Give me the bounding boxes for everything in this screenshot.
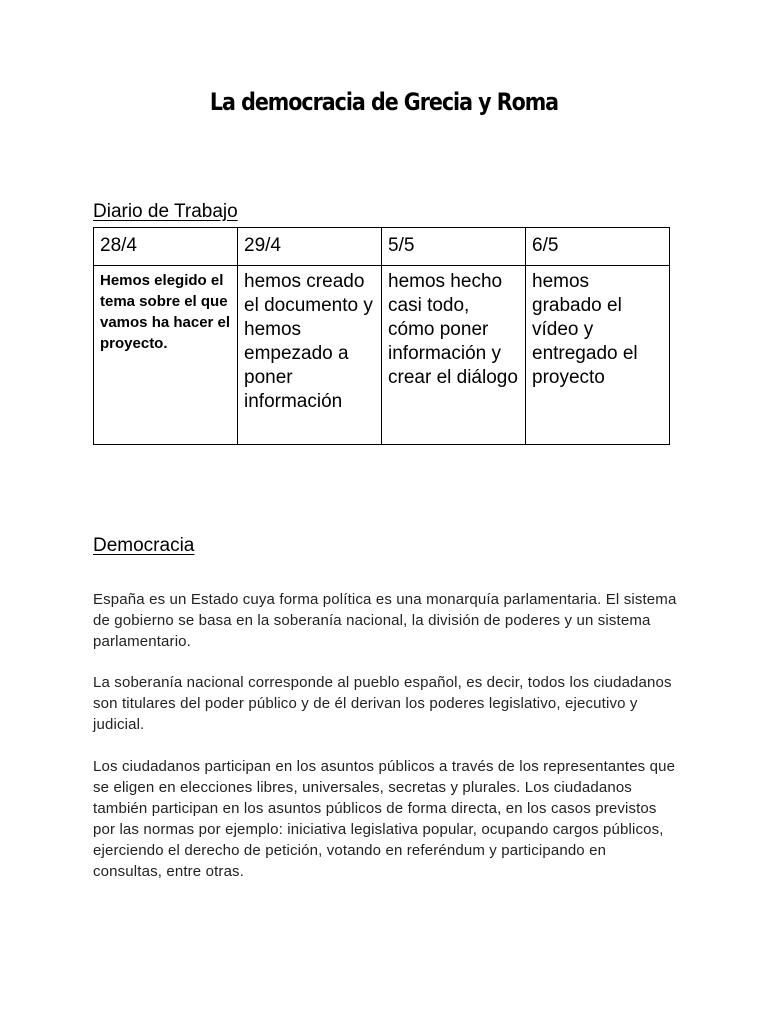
body-paragraph: La soberanía nacional corresponde al pueblo español, es decir, todos los ciudadanos son titulares del poder público y de él derivan los poderes legislativo, ejecutivo y judicial.: [93, 674, 672, 733]
table-header-date: 5/5: [382, 228, 526, 266]
table-cell-entry: Hemos elegido el tema sobre el que vamos ha hacer el proyecto.: [94, 266, 238, 445]
table-header-row: [94, 228, 670, 266]
work-log-heading: Diario de Trabajo: [93, 201, 238, 222]
table-cell-entry: hemos grabado el vídeo y entregado el proyecto: [526, 266, 670, 445]
democracia-heading: Democracia: [93, 535, 195, 556]
body-paragraph: España es un Estado cuya forma política es una monarquía parlamentaria. El sistema de gobierno se basa en la soberanía nacional, la división de poderes y un sistema parlamentario.: [93, 591, 677, 650]
table-cell-entry: hemos hecho casi todo, cómo poner información y crear el diálogo: [382, 266, 526, 445]
table-header-date: 29/4: [238, 228, 382, 266]
table-cell-entry: hemos creado el documento y hemos empezado a poner información: [238, 266, 382, 445]
work-log-table: [93, 227, 670, 445]
table-header-date: 28/4: [94, 228, 238, 266]
body-paragraph: Los ciudadanos participan en los asuntos públicos a través de los representantes que se eligen en elecciones libres, universales, secretas y plurales. Los ciudadanos también participan en los asuntos públicos de forma directa, en los casos previstos por las normas por ejemplo: iniciativa legislativa popular, ocupando cargos públicos, ejerciendo el derecho de petición, votando en referéndum y participando en consultas, entre otras.: [93, 758, 676, 880]
page-title: La democracia de Grecia y Roma: [209, 88, 559, 116]
table-header-date: 6/5: [526, 228, 670, 266]
table-row: [94, 266, 670, 445]
